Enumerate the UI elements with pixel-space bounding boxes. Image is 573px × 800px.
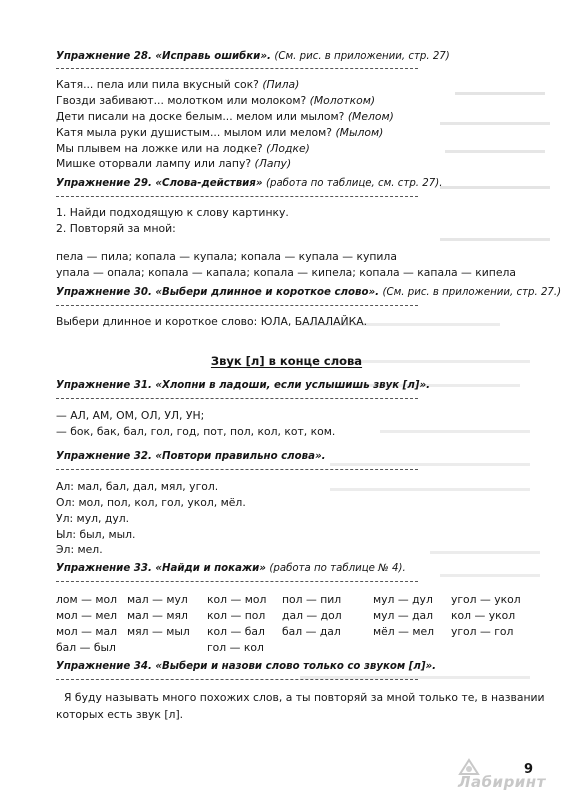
watermark: Лабиринт [458,773,546,791]
exercise-31-heading [56,380,430,391]
exercise-29-separator [56,196,418,197]
grid-cell: дал — дол [282,609,342,622]
exercise-28-title: «Исправь ошибки». [155,51,271,62]
exercise-31-title: «Хлопни в ладоши, если услышишь звук [л]». [155,380,430,391]
grid-cell: мул — дал [373,609,434,622]
grid-cell: угол — гол [451,625,514,638]
exercise-33-title: «Найди и покажи» [155,563,266,574]
exercise-33-heading [56,563,406,574]
exercise-28-reference: (См. рис. в приложении, стр. 27) [274,51,450,62]
exercise-33-reference: (работа по таблице № 4). [269,563,406,574]
grid-cell: гол — кол [207,641,264,654]
grid-cell: мол — мел [56,609,118,622]
section-title: Звук [л] в конце слова [210,354,363,368]
exercise-29-title: «Слова-действия» [155,178,263,189]
exercise-29-step: 2. Повторяй за мной: [56,222,176,235]
exercise-28-line: Гвозди забивают... молотком или молоком? (Молотком) [56,94,376,107]
exercise-30-text: Выбери длинное и короткое слово: ЮЛА, БАЛАЛАЙКА. [56,315,368,328]
exercise-28-line: Мы плывем на ложке или на лодке? (Лодке) [56,142,310,155]
exercise-28-line: Катя... пела или пила вкусный сок? (Пила) [56,78,300,91]
exercise-28-line: Катя мыла руки душистым... мылом или мелом? (Мылом) [56,126,384,139]
exercise-28-number: Упражнение 28. [56,51,152,62]
grid-cell: кол — укол [451,609,516,622]
exercise-29-word-line: упала — опала; копала — капала; копала — кипела; копала — капала — кипела [56,266,517,279]
grid-cell: мал — мял [127,609,188,622]
exercise-28-line: Мишке оторвали лампу или лапу? (Лапу) [56,157,292,170]
grid-cell: пол — пил [282,593,342,606]
exercise-29-heading [56,178,442,189]
exercise-34-number: Упражнение 34. [56,661,152,672]
grid-cell: мёл — мел [373,625,435,638]
exercise-33-separator [56,581,418,582]
grid-cell: мял — мыл [127,625,190,638]
exercise-29-word-line: пела — пила; копала — купала; копала — купала — купила [56,250,397,263]
exercise-31-separator [56,398,418,399]
exercise-30-reference: (См. рис. в приложении, стр. 27.) [382,287,562,298]
exercise-28-heading [56,51,450,62]
exercise-30-heading [56,287,561,298]
exercise-32-title: «Повтори правильно слова». [155,451,326,462]
exercise-34-separator [56,679,418,680]
exercise-28-separator [56,68,418,69]
exercise-32-line: Ыл: был, мыл. [56,528,136,541]
grid-cell: мол — мал [56,625,117,638]
exercise-32-line: Эл: мел. [56,543,103,556]
grid-cell: кол — бал [207,625,265,638]
grid-cell: кол — мол [207,593,267,606]
exercise-33-number: Упражнение 33. [56,563,152,574]
page-number: 9 [524,762,534,777]
exercise-34-heading [56,661,436,672]
grid-cell: мул — дул [373,593,433,606]
exercise-34-title: «Выбери и назови слово только со звуком [л]». [155,661,437,672]
exercise-30-number: Упражнение 30. [56,287,152,298]
exercise-34-line: Я буду называть много похожих слов, а ты повторяй за мной только те, в названии [64,691,545,704]
exercise-30-separator [56,305,418,306]
grid-cell: кол — пол [207,609,266,622]
grid-cell: бал — был [56,641,116,654]
exercise-29-step: 1. Найди подходящую к слову картинку. [56,206,289,219]
exercise-31-line: — бок, бак, бал, гол, год, пот, пол, кол, кот, ком. [56,425,336,438]
exercise-32-heading [56,451,325,462]
exercise-30-title: «Выбери длинное и короткое слово». [155,287,379,298]
exercise-34-line: которых есть звук [л]. [56,708,184,721]
exercise-31-number: Упражнение 31. [56,380,152,391]
grid-cell: бал — дал [282,625,341,638]
exercise-31-line: — АЛ, АМ, ОМ, ОЛ, УЛ, УН; [56,409,205,422]
grid-cell: лом — мол [56,593,117,606]
exercise-32-number: Упражнение 32. [56,451,152,462]
grid-cell: угол — укол [451,593,521,606]
exercise-32-separator [56,469,418,470]
exercise-32-line: Ул: мул, дул. [56,512,130,525]
grid-cell: мал — мул [127,593,188,606]
exercise-29-reference: (работа по таблице, см. стр. 27). [266,178,443,189]
exercise-32-line: Ал: мал, бал, дал, мял, угол. [56,480,219,493]
exercise-29-number: Упражнение 29. [56,178,152,189]
exercise-28-line: Дети писали на доске белым... мелом или мылом? (Мелом) [56,110,394,123]
exercise-32-line: Ол: мол, пол, кол, гол, укол, мёл. [56,496,246,509]
